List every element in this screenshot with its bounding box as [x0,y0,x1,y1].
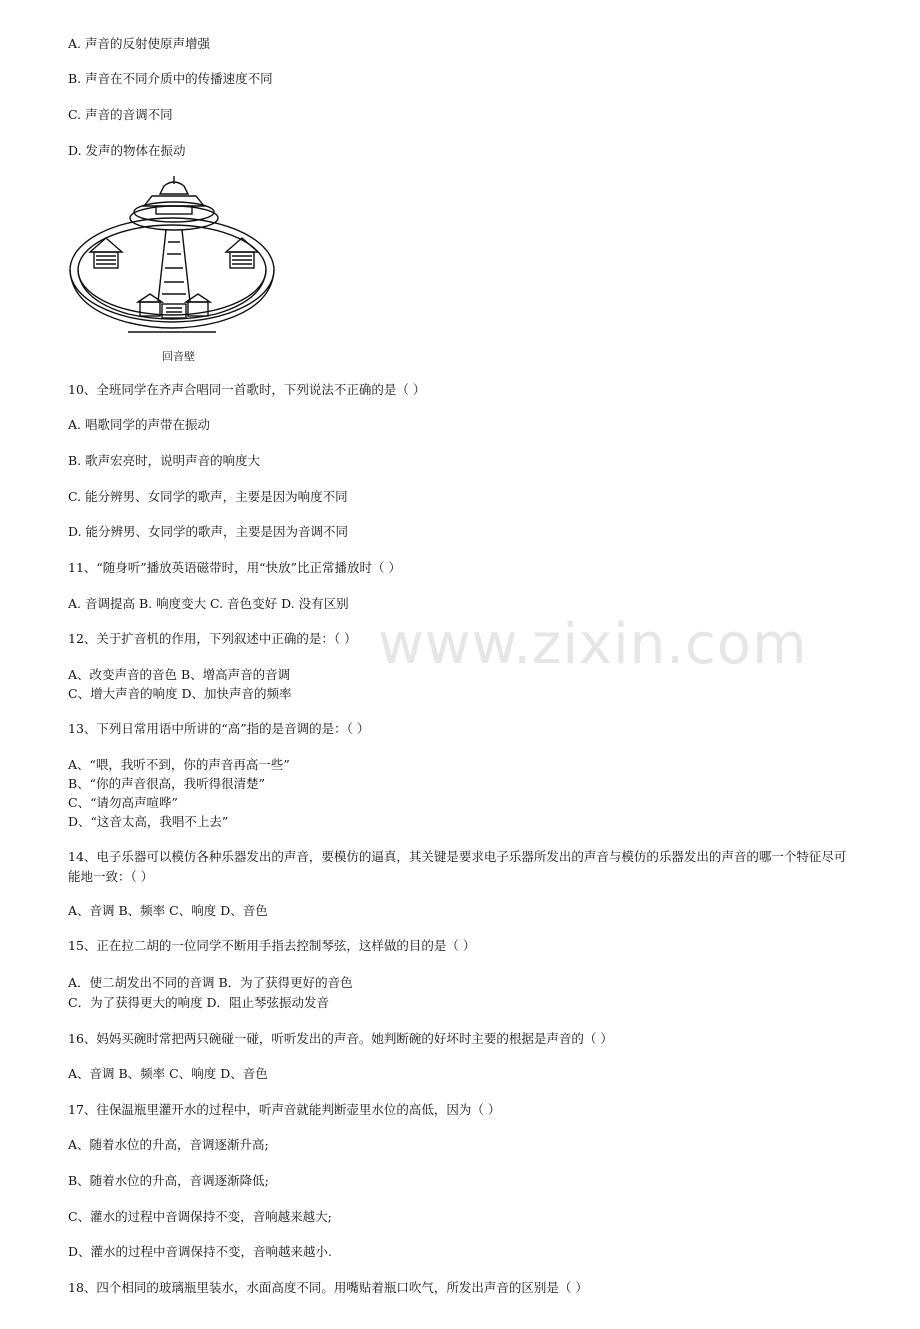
q12-stem: 12、关于扩音机的作用，下列叙述中正确的是：（ ） [68,631,357,646]
q11-options: A. 音调提高 B. 响度变大 C. 音色变好 D. 没有区别 [68,596,349,611]
q10-option-a: A. 唱歌同学的声带在振动 [68,417,210,432]
q15-options-line2: C．为了获得更大的响度 D．阻止琴弦振动发音 [68,995,330,1010]
q17-option-a: A、随着水位的升高，音调逐渐升高; [68,1137,269,1152]
figure-caption: 回音壁 [162,350,195,363]
q13-option-b: B、“你的声音很高，我听得很清楚” [68,776,265,791]
q15-stem: 15、正在拉二胡的一位同学不断用手指去控制琴弦，这样做的目的是（ ） [68,938,476,953]
echo-wall-illustration [66,172,276,347]
q10-option-c: C. 能分辨男、女同学的歌声，主要是因为响度不同 [68,489,348,504]
q9-option-a: A. 声音的反射使原声增强 [68,36,210,51]
q9-option-b: B. 声音在不同介质中的传播速度不同 [68,71,273,86]
q9-option-c: C. 声音的音调不同 [68,107,173,122]
q13-option-c: C、“请勿高声喧哗” [68,795,178,810]
q16-options: A、音调 B、频率 C、响度 D、音色 [68,1066,268,1081]
echo-wall-figure [66,172,276,362]
q10-option-d: D. 能分辨男、女同学的歌声，主要是因为音调不同 [68,524,349,539]
q9-option-d: D. 发声的物体在振动 [68,143,186,158]
q12-options-line2: C、增大声音的响度 D、加快声音的频率 [68,686,292,701]
q15-options-line1: A．使二胡发出不同的音调 B．为了获得更好的音色 [68,975,353,990]
q17-option-d: D、灌水的过程中音调保持不变，音响越来越小. [68,1244,332,1259]
q10-option-b: B. 歌声宏亮时，说明声音的响度大 [68,453,261,468]
q14-options: A、音调 B、频率 C、响度 D、音色 [68,903,268,918]
q13-option-d: D、“这音太高，我唱不上去” [68,814,229,829]
q14-stem: 14、电子乐器可以模仿各种乐器发出的声音，要模仿的逼真，其关键是要求电子乐器所发出的声音与模仿的乐器发出的声音的哪一个特征尽可能地一致：（ ） [68,849,847,884]
q17-option-c: C、灌水的过程中音调保持不变，音响越来越大; [68,1209,332,1224]
q11-stem: 11、“随身听”播放英语磁带时，用“快放”比正常播放时（ ） [68,560,401,575]
q17-stem: 17、往保温瓶里灌开水的过程中，听声音就能判断壶里水位的高低，因为（ ） [68,1102,501,1117]
q13-option-a: A、“喂，我听不到，你的声音再高一些” [68,757,290,772]
q16-stem: 16、妈妈买碗时常把两只碗碰一碰，听听发出的声音。她判断碗的好坏时主要的根据是声音的（ ） [68,1031,613,1046]
q13-stem: 13、下列日常用语中所讲的“高”指的是音调的是：（ ） [68,721,370,736]
watermark: www.zixin.com [378,612,808,677]
q18-stem: 18、四个相同的玻璃瓶里装水，水面高度不同。用嘴贴着瓶口吹气，所发出声音的区别是（ ） [68,1280,588,1295]
q12-options-line1: A、改变声音的音色 B、增高声音的音调 [68,667,291,682]
q17-option-b: B、随着水位的升高，音调逐渐降低; [68,1173,269,1188]
q10-stem: 10、全班同学在齐声合唱同一首歌时，下列说法不正确的是（ ） [68,382,426,397]
